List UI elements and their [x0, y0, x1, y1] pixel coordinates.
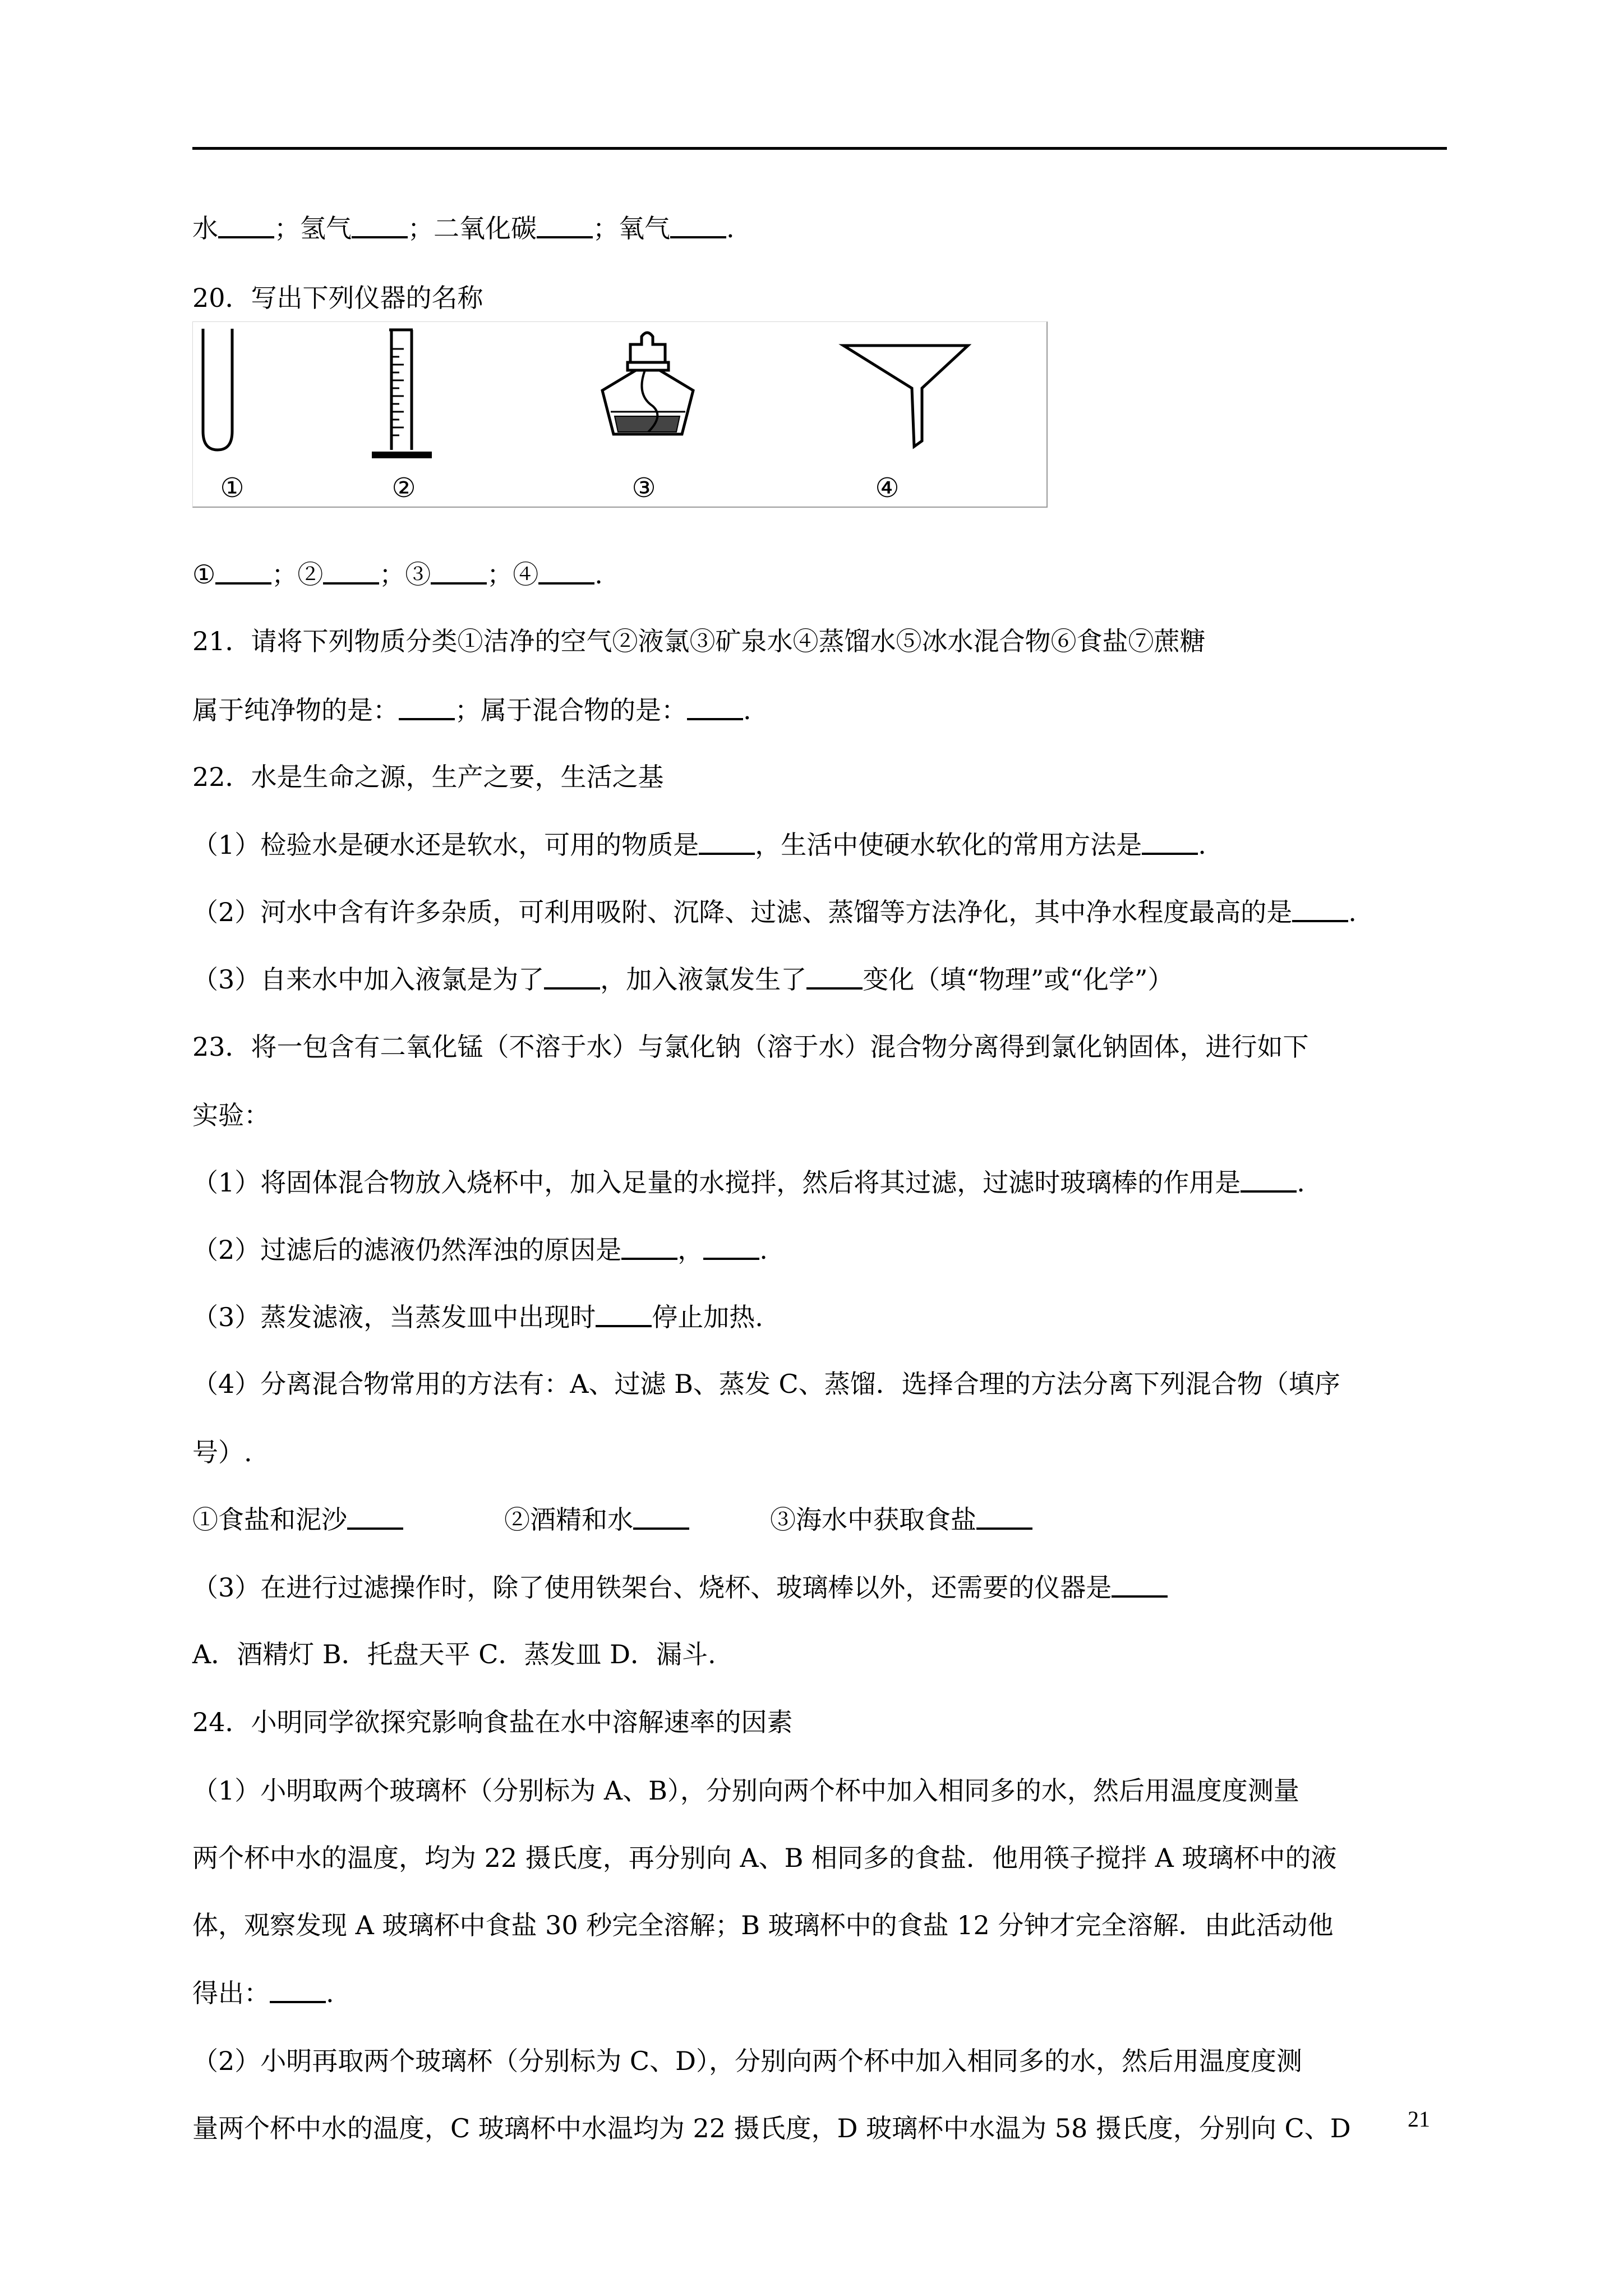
text-line: 20．写出下列仪器的名称 — [192, 283, 483, 313]
text-line: （1）小明取两个玻璃杯（分别标为 A、B），分别向两个杯中加入相同多的水，然后用温度度测量 — [192, 1775, 1299, 1806]
answer-blank — [431, 558, 487, 585]
text-line: 得出： . — [192, 1976, 334, 2010]
answer-blank — [1142, 828, 1198, 855]
text-line: 21．请将下列物质分类①洁净的空气②液氯③矿泉水④蒸馏水⑤冰水混合物⑥食盐⑦蔗糖 — [192, 626, 1206, 656]
text-line: （3）蒸发滤液，当蒸发皿中出现时 停止加热. — [192, 1300, 763, 1334]
text-line: ①食盐和泥沙 ②酒精和水 ③海水中获取食盐 — [192, 1503, 1032, 1536]
answer-blank — [633, 1503, 689, 1530]
text-line: （3）自来水中加入液氯是为了 ，加入液氯发生了 变化（填“物理”或“化学”） — [192, 963, 1173, 996]
answer-blank — [538, 558, 594, 585]
answer-blank — [670, 211, 726, 238]
text-line: 属于纯净物的是： ；属于混合物的是： . — [192, 693, 751, 727]
figure-label-3: ③ — [631, 472, 656, 504]
figure-label-4: ④ — [875, 472, 900, 504]
funnel-icon — [843, 346, 968, 447]
answer-blank — [347, 1503, 403, 1530]
alcohol-lamp-icon — [602, 333, 693, 434]
instrument-figure — [192, 321, 1048, 508]
answer-blank — [621, 1233, 677, 1260]
text-line: 两个杯中水的温度，均为 22 摄氏度，再分别向 A、B 相同多的食盐．他用筷子搅拌 A 玻璃杯中的液 — [192, 1843, 1337, 1873]
answer-blank — [270, 1976, 326, 2003]
text-line: （3）在进行过滤操作时，除了使用铁架台、烧杯、玻璃棒以外，还需要的仪器是 — [192, 1571, 1168, 1604]
text-line: （4）分离混合物常用的方法有：A、过滤 B、蒸发 C、蒸馏．选择合理的方法分离下列混合物（填序 — [192, 1369, 1340, 1399]
text-line: 水 ；氢气 ；二氧化碳 ；氧气 . — [192, 211, 735, 245]
answer-blank — [703, 1233, 759, 1260]
answer-blank — [352, 211, 408, 238]
text-line: ① ；② ；③ ；④ . — [192, 558, 603, 591]
text-line: 实验： — [192, 1100, 270, 1130]
text-line: （2）过滤后的滤液仍然浑浊的原因是 ， . — [192, 1233, 768, 1267]
answer-blank — [1241, 1166, 1297, 1193]
answer-blank — [976, 1503, 1032, 1530]
answer-blank — [806, 963, 863, 990]
text-line: （2）小明再取两个玻璃杯（分别标为 C、D），分别向两个杯中加入相同多的水，然后用温度度测 — [192, 2046, 1302, 2076]
text-line: 量两个杯中水的温度，C 玻璃杯中水温均为 22 摄氏度，D 玻璃杯中水温为 58 摄氏度，分别向 C、D — [192, 2113, 1351, 2143]
answer-blank — [1292, 895, 1348, 922]
answer-blank — [699, 828, 755, 855]
page-number: 21 — [1408, 2106, 1430, 2132]
answer-blank — [544, 963, 600, 990]
text-line: A．酒精灯 B．托盘天平 C．蒸发皿 D．漏斗. — [192, 1639, 716, 1669]
graduated-cylinder-icon — [372, 330, 431, 458]
text-line: 23．将一包含有二氧化锰（不溶于水）与氯化钠（溶于水）混合物分离得到氯化钠固体，进行如下 — [192, 1032, 1309, 1062]
answer-blank — [1112, 1571, 1168, 1598]
answer-blank — [218, 211, 274, 238]
answer-blank — [399, 693, 455, 720]
instrument-drawings — [193, 322, 1048, 508]
figure-label-1: ① — [220, 472, 245, 504]
header-rule — [192, 147, 1447, 150]
text-line: （1）检验水是硬水还是软水，可用的物质是 ，生活中使硬水软化的常用方法是 . — [192, 828, 1206, 862]
text-line: 号）. — [192, 1437, 252, 1467]
text-line: （2）河水中含有许多杂质，可利用吸附、沉降、过滤、蒸馏等方法净化，其中净水程度最高的是 . — [192, 895, 1357, 929]
answer-blank — [596, 1300, 652, 1327]
answer-blank — [687, 693, 743, 720]
text-line: 24．小明同学欲探究影响食盐在水中溶解速率的因素 — [192, 1707, 793, 1737]
text-line: 22．水是生命之源，生产之要，生活之基 — [192, 762, 664, 792]
text-line: 体，观察发现 A 玻璃杯中食盐 30 秒完全溶解；B 玻璃杯中的食盐 12 分钟才完全溶解．由此活动他 — [192, 1910, 1334, 1940]
figure-label-2: ② — [391, 472, 416, 504]
answer-blank — [215, 558, 271, 585]
answer-blank — [537, 211, 593, 238]
answer-blank — [323, 558, 379, 585]
test-tube-icon — [203, 329, 232, 450]
text-line: （1）将固体混合物放入烧杯中，加入足量的水搅拌，然后将其过滤，过滤时玻璃棒的作用是 . — [192, 1166, 1305, 1199]
